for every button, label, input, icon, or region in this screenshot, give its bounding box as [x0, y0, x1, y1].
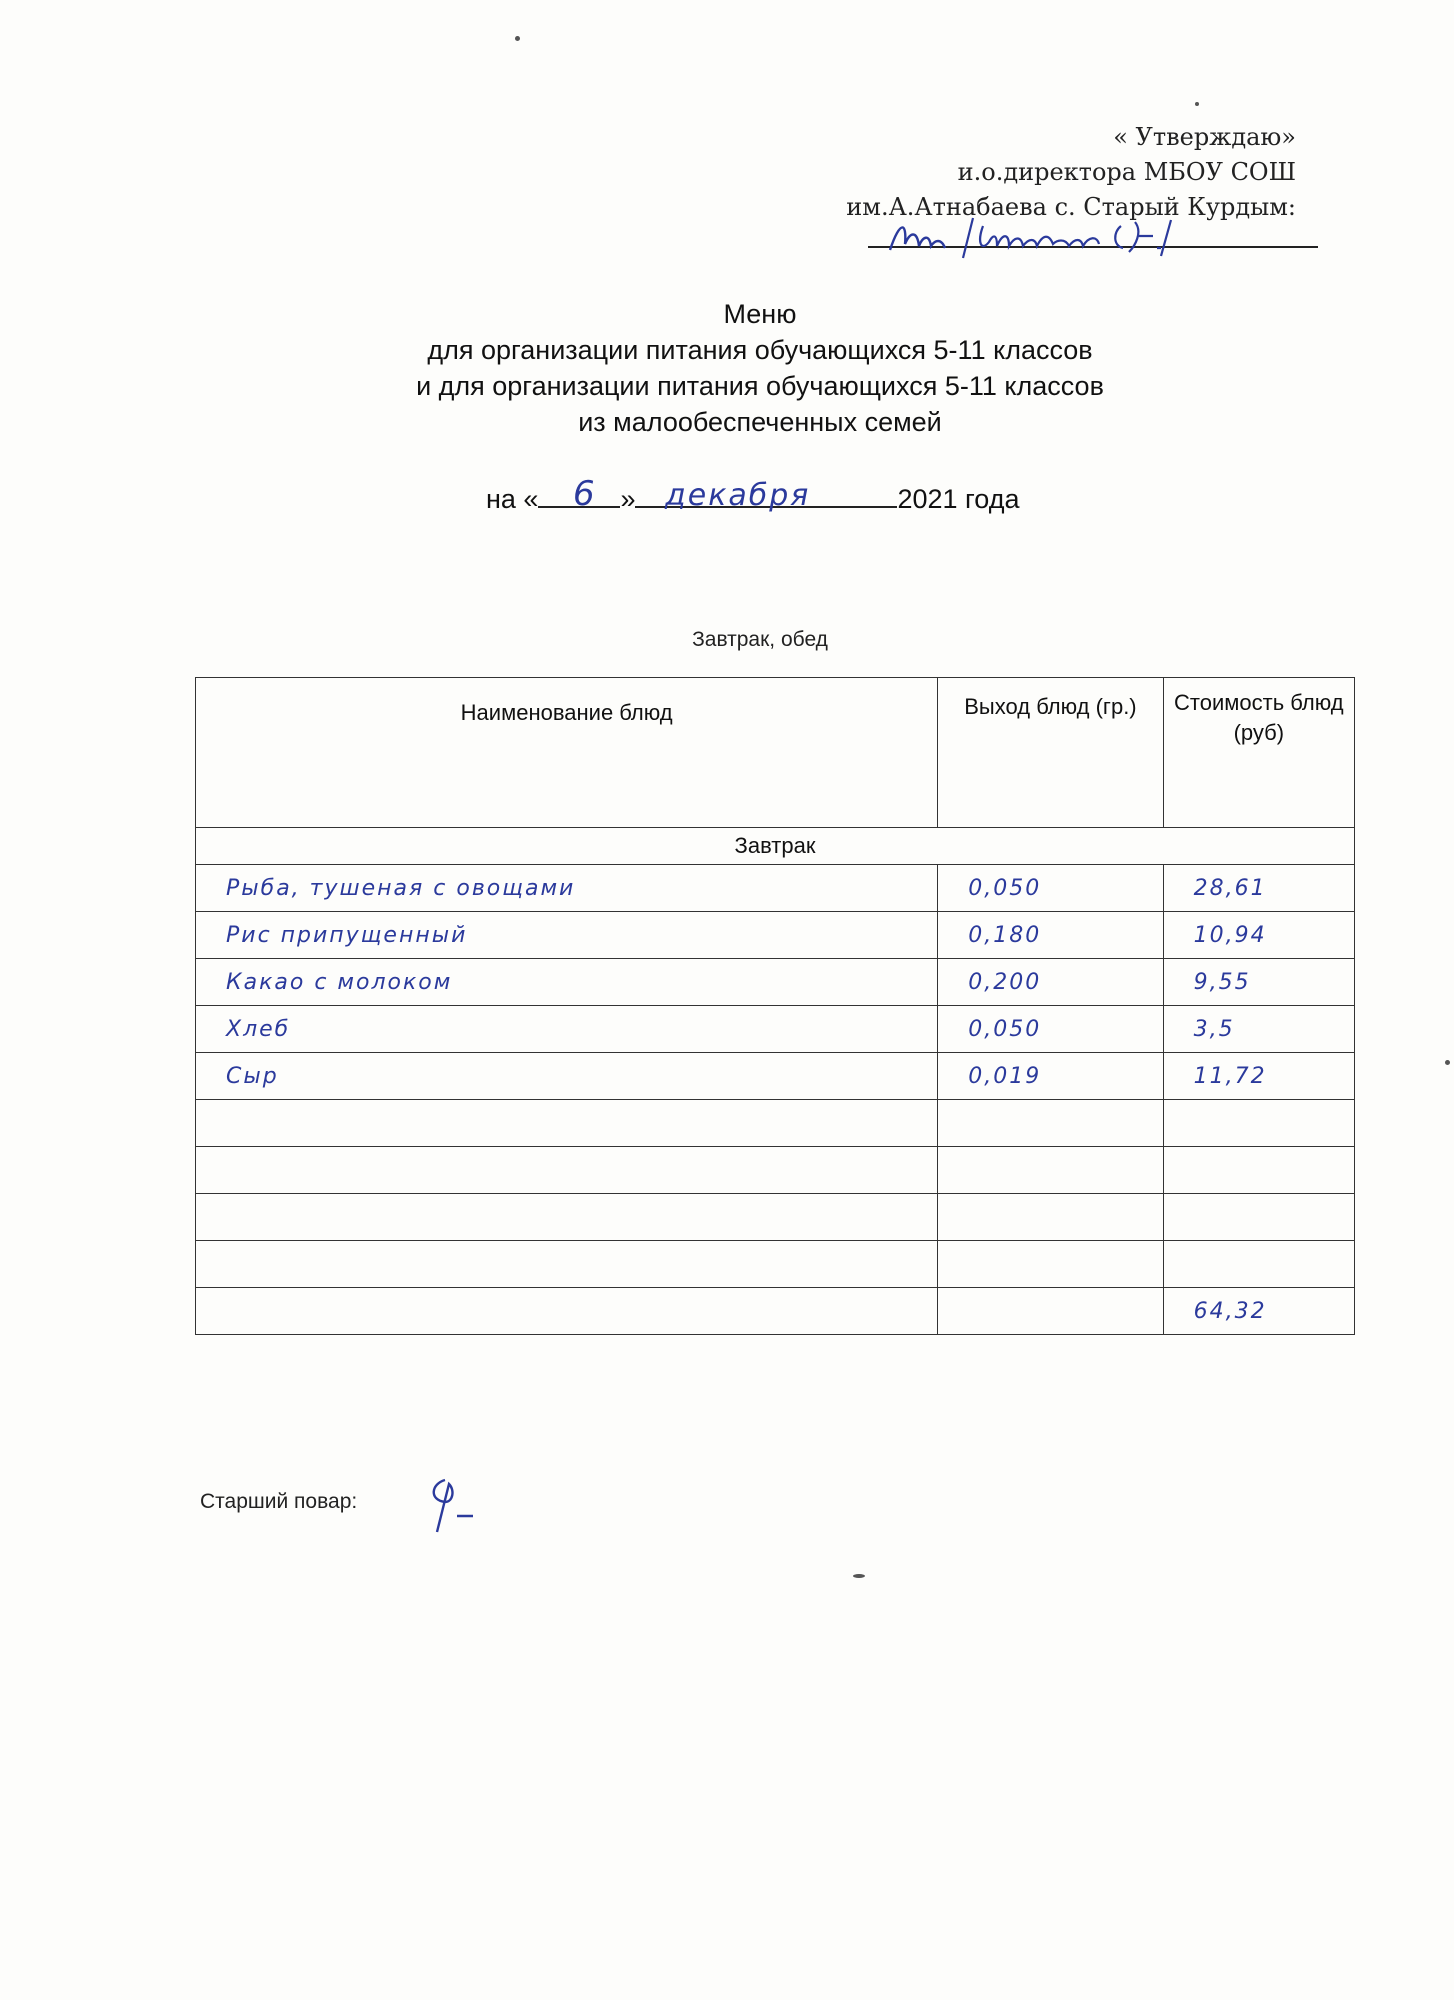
approval-position: и.о.директора МБОУ СОШ [957, 158, 1296, 186]
table-row [196, 1006, 1355, 1053]
date-month: декабря [665, 478, 811, 513]
dish-output: 0,180 [938, 912, 1163, 959]
table-row [196, 865, 1355, 912]
date-prefix: на « [486, 484, 539, 514]
table-row-empty [196, 1147, 1355, 1194]
empty-cell [938, 1147, 1163, 1194]
section-row [196, 828, 1355, 865]
empty-cell [1163, 1241, 1354, 1288]
title-menu: Меню [723, 299, 797, 329]
empty-cell [938, 1194, 1163, 1241]
empty-cell [196, 1147, 938, 1194]
cook-label: Старший повар: [200, 1490, 358, 1513]
cook-signature [415, 1470, 485, 1545]
empty-cell [196, 1100, 938, 1147]
table-header-row [196, 678, 1355, 828]
total-row [196, 1288, 1355, 1335]
table-row-empty [196, 1241, 1355, 1288]
approval-heading: « Утверждаю» [1113, 123, 1296, 151]
title-line-3: и для организации питания обучающихся 5-11 классов [416, 371, 1104, 401]
paper-speck [1445, 1060, 1450, 1065]
date-mid: » [620, 484, 636, 514]
approval-signature [885, 212, 1215, 267]
total-cost: 64,32 [1163, 1288, 1354, 1335]
dish-name: Рис припущенный [196, 912, 938, 959]
header-name: Наименование блюд [196, 678, 938, 828]
title-line-4: из малообеспеченных семей [578, 407, 942, 437]
empty-cell [938, 1288, 1163, 1335]
meal-type: Завтрак, обед [692, 628, 828, 651]
date-year: 2021 года [897, 484, 1020, 514]
approval-block [846, 120, 1296, 225]
empty-cell [1163, 1100, 1354, 1147]
dish-output: 0,050 [938, 1006, 1163, 1053]
table-row-empty [196, 1100, 1355, 1147]
empty-cell [938, 1241, 1163, 1288]
menu-table [195, 677, 1355, 1335]
paper-speck [853, 1574, 865, 1578]
dish-name: Какао с молоком [196, 959, 938, 1006]
paper-speck [1195, 102, 1199, 106]
dish-output: 0,019 [938, 1053, 1163, 1100]
empty-cell [196, 1194, 938, 1241]
paper-speck [515, 36, 520, 41]
table-row [196, 912, 1355, 959]
table-row [196, 959, 1355, 1006]
empty-cell [196, 1241, 938, 1288]
dish-cost: 11,72 [1163, 1053, 1354, 1100]
dish-cost: 3,5 [1163, 1006, 1354, 1053]
title-line-2: для организации питания обучающихся 5-11 классов [427, 335, 1093, 365]
header-cost: Стоимость блюд (руб) [1163, 678, 1354, 828]
dish-name: Хлеб [196, 1006, 938, 1053]
empty-cell [1163, 1147, 1354, 1194]
header-output: Выход блюд (гр.) [938, 678, 1163, 828]
empty-cell [196, 1288, 938, 1335]
document-title [10, 296, 1454, 440]
table-row-empty [196, 1194, 1355, 1241]
dish-cost: 10,94 [1163, 912, 1354, 959]
dish-output: 0,050 [938, 865, 1163, 912]
table-row [196, 1053, 1355, 1100]
dish-name: Рыба, тушеная с овощами [196, 865, 938, 912]
empty-cell [1163, 1194, 1354, 1241]
section-breakfast: Завтрак [196, 828, 1355, 865]
dish-name: Сыр [196, 1053, 938, 1100]
document-page [10, 0, 1446, 2000]
dish-cost: 28,61 [1163, 865, 1354, 912]
empty-cell [938, 1100, 1163, 1147]
date-day: 6 [573, 474, 597, 514]
approval-school: им.А.Атнабаева с. Старый Курдым: [846, 193, 1296, 221]
dish-output: 0,200 [938, 959, 1163, 1006]
dish-cost: 9,55 [1163, 959, 1354, 1006]
